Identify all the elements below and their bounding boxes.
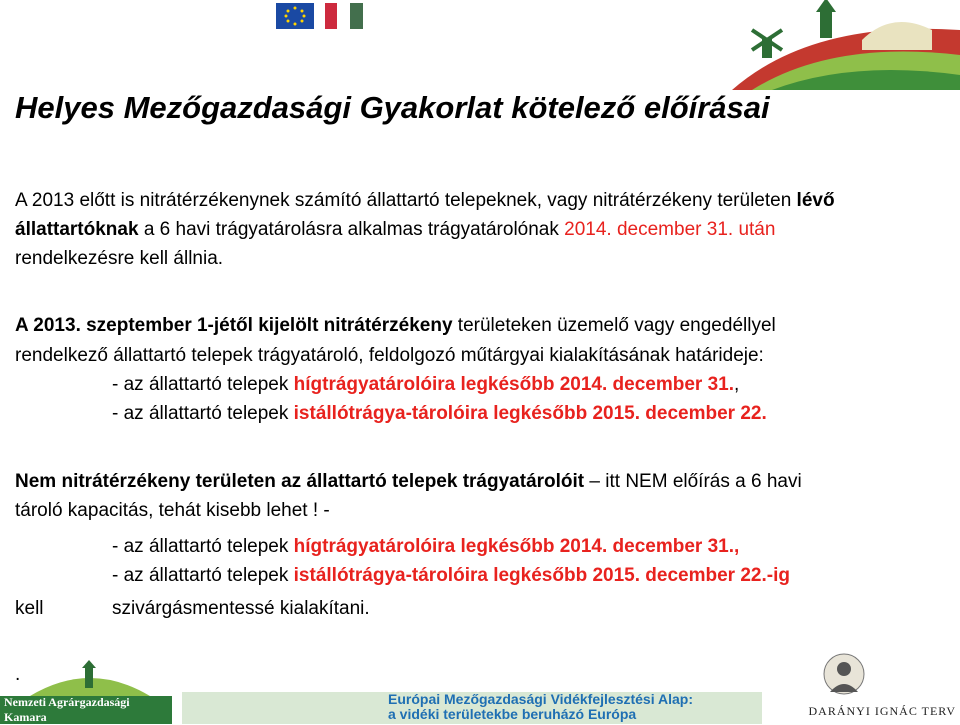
p1-text-a: A 2013 előtt is nitrátérzékenynek számító állattartó telepeknek, vagy nitrátérzékeny területen [15,190,797,211]
p1-text-e: rendelkezésre kell állnia. [15,248,224,269]
stray-dot: . [15,664,21,685]
nak-logo: Nemzeti Agrárgazdasági Kamara [0,696,172,724]
p3-last-line: szivárgásmentessé kialakítani. [112,598,370,619]
p3-kell: kell [15,598,44,619]
portrait-icon [822,652,866,696]
p2-line-2: rendelkező állattartó telepek trágyatároló, feldolgozó műtárgyai kialakításának határideje: [15,345,764,366]
p2-l1-suffix: , [734,374,740,395]
p2-text-b: területeken üzemelő vagy engedéllyel [452,315,776,336]
nak-emblem-icon [30,660,150,696]
p2-l2-prefix: - az állattartó telepek [112,403,294,424]
p3-l1-prefix: - az állattartó telepek [112,536,294,557]
p3-l2-deadline: istállótrágya-tárolóira legkésőbb 2015. december 22.-ig [293,565,790,586]
p3-line-1 [15,471,802,493]
p3-l1-deadline: hígtrágyatárolóira legkésőbb 2014. december 31., [293,536,740,557]
p3-list-item-2 [112,565,790,587]
p2-text-a: A 2013. szeptember 1-jétől kijelölt nitrátérzékeny [15,315,453,336]
village-logo-icon [712,0,960,90]
p1-text-b: lévő állattartóknak [15,190,835,240]
p2-list-item-1 [112,374,739,396]
daranyi-ignac-terv-logo: DARÁNYI IGNÁC TERV [808,704,956,718]
hungarian-emblem-icon [325,3,363,29]
eu-fund-line-1: Európai Mezőgazdasági Vidékfejlesztési Alap: [388,691,693,707]
page-title: Helyes Mezőgazdasági Gyakorlat kötelező előírásai [15,90,770,125]
p2-l1-prefix: - az állattartó telepek [112,374,294,395]
p2-list-item-2 [112,403,767,425]
p3-list-item-1 [112,536,739,558]
p3-line-2: tároló kapacitás, tehát kisebb lehet ! - [15,500,330,521]
p2-l1-deadline: hígtrágyatárolóira legkésőbb 2014. december 31. [293,374,735,395]
p1-text-c: a 6 havi trágyatárolásra alkalmas trágyatárolónak [138,219,565,240]
p2-line-1 [15,315,776,337]
p3-text-a: Nem nitrátérzékeny területen az állattartó telepek trágyatárolóit [15,471,585,492]
eu-fund-line-2: a vidéki területekbe beruházó Európa [388,706,637,722]
p2-l2-deadline: istállótrágya-tárolóira legkésőbb 2015. december 22. [293,403,767,424]
eu-fund-text [388,692,693,722]
paragraph-1 [15,186,945,273]
eu-flag-icon [276,3,314,29]
p3-l2-prefix: - az állattartó telepek [112,565,294,586]
p3-text-b: – itt NEM előírás a 6 havi [584,471,802,492]
p1-deadline: 2014. december 31. után [564,219,776,240]
